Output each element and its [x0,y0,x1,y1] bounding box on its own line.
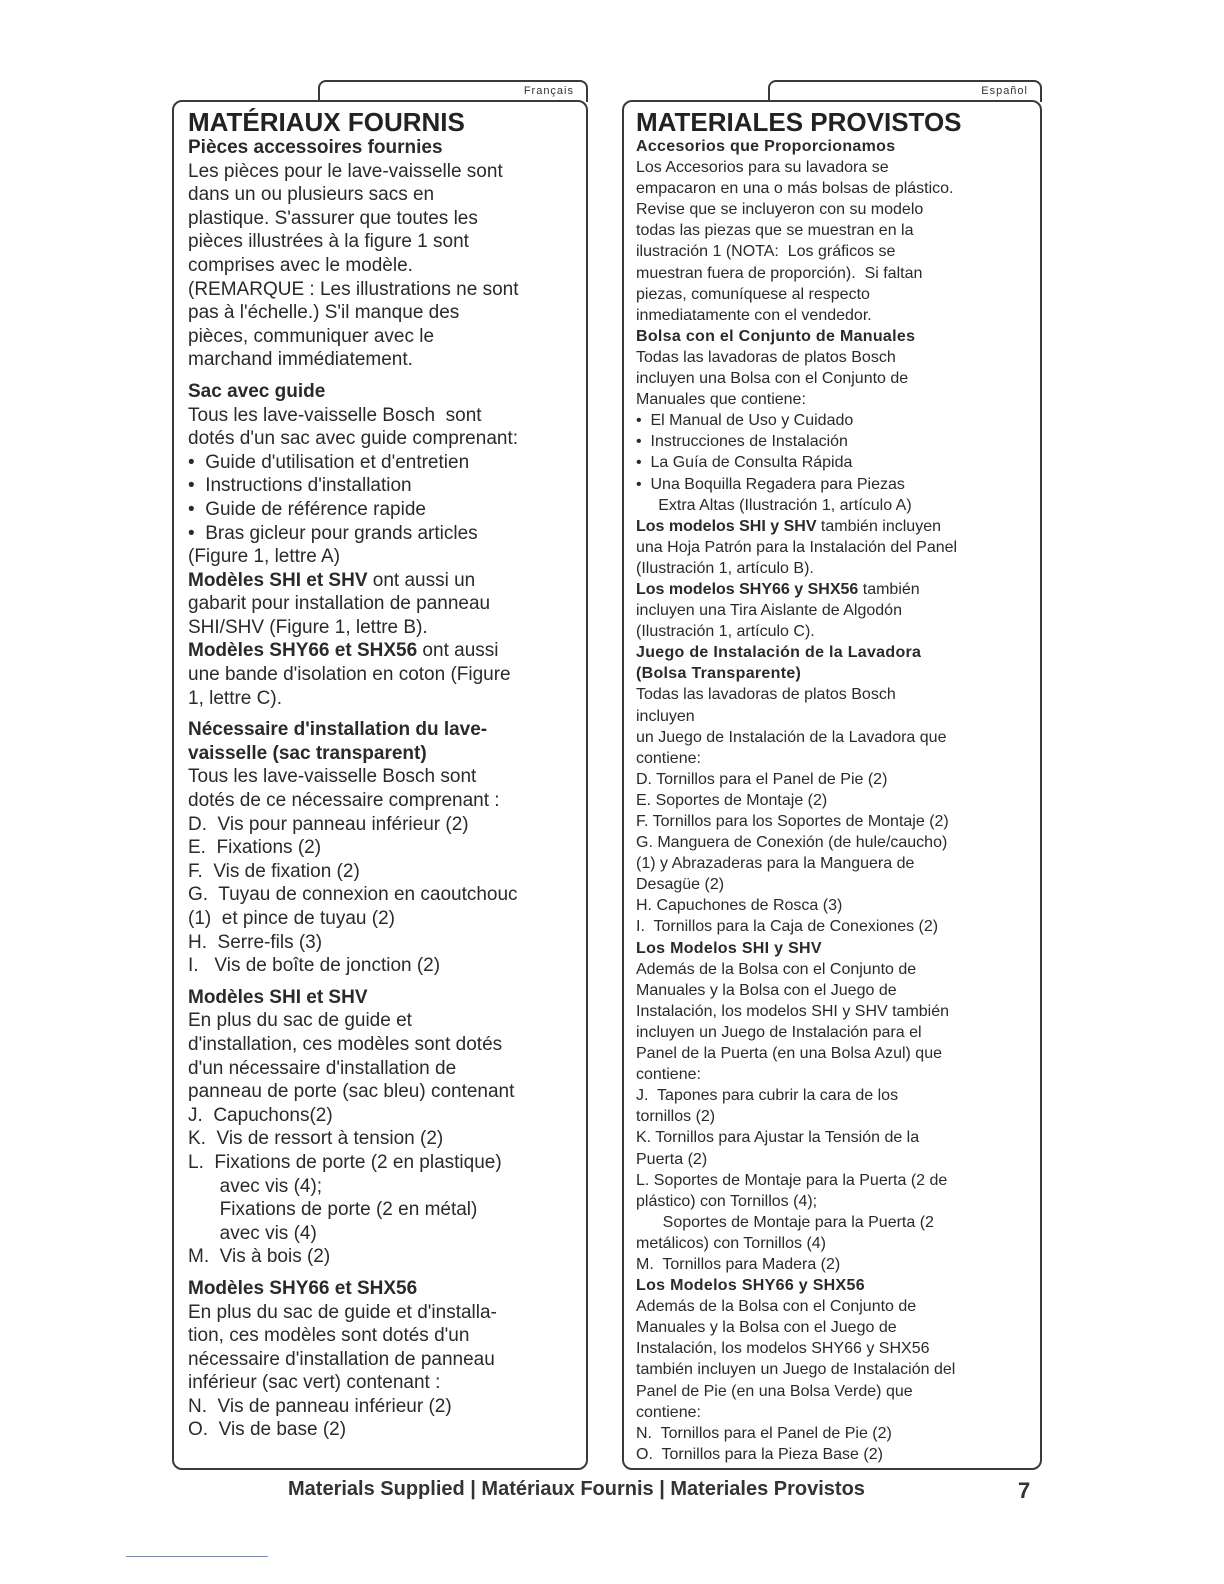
section-subheading: Pièces accessoires fournies [188,137,443,158]
text-line: Además de la Bolsa con el Conjunto de [636,960,917,978]
french-column [172,100,588,1470]
section-subheading: (Bolsa Transparente) [636,665,802,683]
text-line: • La Guía de Consulta Rápida [636,454,853,472]
text-line: Fixations de porte (2 en métal) [188,1199,478,1221]
text-line-with-bold-lead [636,516,1036,537]
text-line: F. Tornillos para los Soportes de Montaje (2) [636,813,949,830]
text-line: G. Manguera de Conexión (de hule/caucho) [636,834,948,852]
text-line: también incluyen un Juego de Instalación del [636,1361,956,1379]
section-subheading: Nécessaire d'installation du lave- [188,719,488,741]
text-line: K. Tornillos para Ajustar la Tensión de la [636,1129,920,1147]
text-line: pas à l'échelle.) S'il manque des [188,302,460,324]
text-line: • Bras gicleur pour grands articles [188,522,478,544]
text-line: Tous les lave-vaisselle Bosch sont [188,766,477,788]
text-line: tornillos (2) [636,1108,716,1126]
text-line: dans un ou plusieurs sacs en [188,184,435,206]
paragraph-gap [188,710,583,718]
text-line: 1, lettre C). [188,687,282,709]
text-line: contiene: [636,1066,701,1084]
text-line: avec vis (4) [188,1222,317,1244]
text-line: Extra Altas (Ilustración 1, artículo A) [636,496,912,514]
text-line: marchand immédiatement. [188,349,413,371]
text-line: F. Vis de fixation (2) [188,860,360,882]
text-line: panneau de porte (sac bleu) contenant [188,1081,515,1103]
text-line: Además de la Bolsa con el Conjunto de [636,1298,917,1316]
text-line: incluyen [636,707,695,725]
french-language-tab: Français [318,80,588,102]
section-subheading: Accesorios que Proporcionamos [636,138,896,155]
french-heading: MATÉRIAUX FOURNIS [188,107,465,137]
text-line: H. Serre-fils (3) [188,931,323,953]
text-line: Todas las lavadoras de platos Bosch [636,348,896,366]
text-line: J. Tapones para cubrir la cara de los [636,1087,899,1105]
text-line: contiene: [636,1403,701,1421]
text-line: I. Vis de boîte de jonction (2) [188,955,441,977]
text-line: una Hoja Patrón para la Instalación del Panel [636,538,958,556]
text-line: dotés d'un sac avec guide comprenant: [188,428,519,450]
text-line: (REMARQUE : Les illustrations ne sont [188,278,519,300]
text-line: O. Tornillos para la Pieza Base (2) [636,1445,883,1463]
text-line: d'un nécessaire d'installation de [188,1057,457,1079]
text-line: Todas las lavadoras de platos Bosch [636,686,896,704]
text-line: L. Soportes de Montaje para la Puerta (2 de [636,1171,948,1189]
text-line: E. Fixations (2) [188,837,322,859]
text-line: todas las piezas que se muestran en la [636,222,914,240]
text-line: D. Vis pour panneau inférieur (2) [188,813,469,835]
spanish-text-blocks [636,136,1036,1465]
text-line-with-bold-lead [636,579,1036,600]
text-line: Soportes de Montaje para la Puerta (2 [636,1213,934,1231]
line-continuation: también [858,580,920,598]
text-line: Tous les lave-vaisselle Bosch sont [188,404,482,426]
text-line: dotés de ce nécessaire comprenant : [188,790,500,812]
text-line: En plus du sac de guide et [188,1010,412,1032]
text-line: (Ilustración 1, artículo B). [636,559,814,577]
spanish-content [636,108,1036,1465]
text-line: M. Vis à bois (2) [188,1246,331,1268]
text-line: Revise que se incluyeron con su modelo [636,201,924,219]
paragraph-gap [188,1269,583,1277]
text-line: Los Accesorios para su lavadora se [636,159,889,177]
text-line: ilustración 1 (NOTA: Los gráficos se [636,243,896,261]
text-line: (Figure 1, lettre A) [188,546,341,568]
text-line: plástico) con Tornillos (4); [636,1192,818,1210]
text-line: Manuales y la Bolsa con el Juego de [636,981,897,999]
line-continuation: ont aussi un [367,569,476,591]
text-line: • Guide de référence rapide [188,498,426,520]
text-line: inmediatamente con el vendedor. [636,306,872,324]
paragraph-gap [188,978,583,986]
text-line: • Instrucciones de Instalación [636,433,848,451]
footer-title: Materials Supplied | Matériaux Fournis | Materiales Provistos [288,1478,865,1500]
text-line: E. Soportes de Montaje (2) [636,791,828,809]
text-line: N. Vis de panneau inférieur (2) [188,1395,452,1417]
text-line: une bande d'isolation en coton (Figure [188,664,511,686]
section-subheading: Sac avec guide [188,380,326,402]
text-line: d'installation, ces modèles sont dotés [188,1033,503,1055]
text-line: (Ilustración 1, artículo C). [636,623,815,641]
text-line: metálicos) con Tornillos (4) [636,1234,826,1252]
text-line: avec vis (4); [188,1175,323,1197]
bold-model-label: Los modelos SHI y SHV [636,517,817,535]
text-line-with-bold-lead [188,569,583,593]
text-line: I. Tornillos para la Caja de Conexiones (2) [636,918,939,936]
text-line: L. Fixations de porte (2 en plastique) [188,1151,502,1173]
text-line: plastique. S'assurer que toutes les [188,207,478,229]
text-line: contiene: [636,749,701,767]
text-line: D. Tornillos para el Panel de Pie (2) [636,770,888,788]
text-line: (1) y Abrazaderas para la Manguera de [636,855,915,873]
section-subheading: Los Modelos SHI y SHV [636,939,822,957]
text-line: K. Vis de ressort à tension (2) [188,1128,444,1150]
spanish-language-tab: Español [768,80,1042,102]
text-line: O. Vis de base (2) [188,1419,347,1441]
text-line: Manuales y la Bolsa con el Juego de [636,1319,897,1337]
text-line: J. Capuchons(2) [188,1104,333,1126]
section-subheading: Bolsa con el Conjunto de Manuales [636,327,916,345]
text-line: gabarit pour installation de panneau [188,593,491,615]
spanish-heading: MATERIALES PROVISTOS [636,107,962,137]
text-line: un Juego de Instalación de la Lavadora que [636,728,947,746]
text-line: N. Tornillos para el Panel de Pie (2) [636,1424,892,1442]
text-line: SHI/SHV (Figure 1, lettre B). [188,616,428,638]
paragraph-gap [188,372,583,380]
section-subheading: Los Modelos SHY66 y SHX56 [636,1277,865,1295]
french-content [188,108,583,1442]
section-subheading: vaisselle (sac transparent) [188,742,427,764]
spanish-column [622,100,1042,1470]
text-line: • Una Boquilla Regadera para Piezas [636,475,905,493]
text-line: G. Tuyau de connexion en caoutchouc [188,884,518,906]
bold-model-label: Modèles SHY66 et SHX56 [188,640,418,662]
text-line: tion, ces modèles sont dotés d'un [188,1325,470,1347]
text-line: (1) et pince de tuyau (2) [188,908,395,929]
section-subheading: Modèles SHY66 et SHX56 [188,1277,418,1299]
text-line: comprises avec le modèle. [188,254,413,276]
text-line: En plus du sac de guide et d'installa- [188,1301,497,1323]
text-line-with-bold-lead [188,639,583,663]
text-line: muestran fuera de proporción). Si faltan [636,264,923,282]
line-continuation: ont aussi [417,640,499,662]
text-line: Puerta (2) [636,1150,708,1168]
text-line: Manuales que contiene: [636,391,806,409]
text-line: Les pièces pour le lave-vaisselle sont [188,160,503,182]
text-line: • Instructions d'installation [188,475,412,497]
text-line: • Guide d'utilisation et d'entretien [188,451,470,473]
text-line: M. Tornillos para Madera (2) [636,1255,841,1273]
text-line: Instalación, los modelos SHI y SHV también [636,1002,950,1020]
text-line: incluyen una Bolsa con el Conjunto de [636,370,909,388]
text-line: • El Manual de Uso y Cuidado [636,412,854,430]
text-line: Panel de Pie (en una Bolsa Verde) que [636,1382,913,1400]
bold-model-label: Los modelos SHY66 y SHX56 [636,580,859,598]
page-number: 7 [1018,1478,1031,1503]
text-line: Panel de la Puerta (en una Bolsa Azul) que [636,1045,942,1063]
text-line: pièces illustrées à la figure 1 sont [188,231,469,253]
french-text-blocks [188,136,583,1442]
text-line: piezas, comuníquese al respecto [636,285,870,303]
text-line: inférieur (sac vert) contenant : [188,1372,441,1394]
section-subheading: Modèles SHI et SHV [188,986,368,1008]
text-line: pièces, communiquer avec le [188,325,435,347]
text-line: nécessaire d'installation de panneau [188,1348,495,1370]
text-line: empacaron en una o más bolsas de plástico. [636,180,954,198]
text-line: incluyen una Tira Aislante de Algodón [636,602,902,620]
line-continuation: también incluyen [816,517,941,535]
bold-model-label: Modèles SHI et SHV [188,569,368,591]
text-line: incluyen un Juego de Instalación para el [636,1023,922,1041]
footnote-divider [126,1556,268,1557]
text-line: Instalación, los modelos SHY66 y SHX56 [636,1340,930,1358]
text-line: Desagüe (2) [636,876,725,894]
section-subheading: Juego de Instalación de la Lavadora [636,644,922,662]
text-line: H. Capuchones de Rosca (3) [636,897,843,915]
